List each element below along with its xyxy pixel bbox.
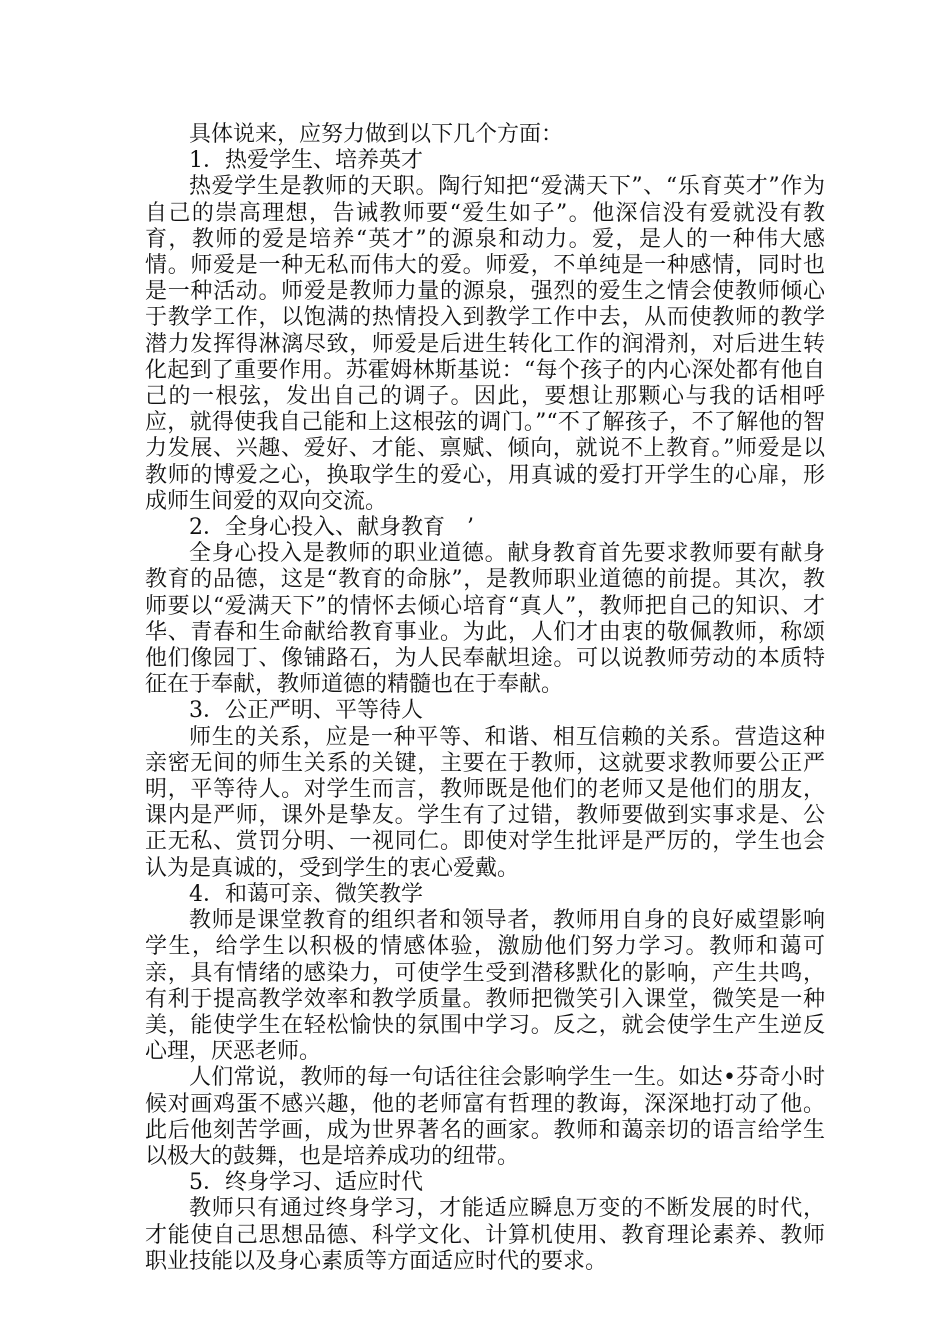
paragraph-kindness: 教师是课堂教育的组织者和领导者，教师用自身的良好威望影响学生，给学生以积极的情感体验，激励他们努力学习。教师和蔼可亲，具有情绪的感染力，可使学生受到潜移默化的影响，产生共鸣，有利于提高教学效率和教学质量。教师把微笑引入课堂，微笑是一种美，能使学生在轻松愉快的氛围中学习。反之，就会使学生产生逆反心理，厌恶老师。 bbox=[145, 908, 825, 1065]
section-heading-1: 1．热爱学生、培养英才 bbox=[189, 148, 423, 174]
section-heading-4: 4．和蔼可亲、微笑教学 bbox=[189, 881, 423, 907]
paragraph-lifelong-learning: 教师只有通过终身学习，才能适应瞬息万变的不断发展的时代，才能使自己思想品德、科学文化、计算机使用、教育理论素养、教师职业技能以及身心素质等方面适应时代的要求。 bbox=[145, 1196, 825, 1274]
document-body bbox=[145, 122, 825, 1275]
section-heading-5: 5．终身学习、适应时代 bbox=[189, 1170, 423, 1196]
paragraph-intro: 具体说来，应努力做到以下几个方面： bbox=[189, 122, 564, 147]
section-heading-3: 3．公正严明、平等待人 bbox=[189, 698, 423, 724]
section-heading-2: 2．全身心投入、献身教育 ’ bbox=[189, 515, 474, 541]
paragraph-love-students: 热爱学生是教师的天职。陶行知把“爱满天下”、“乐育英才”作为自己的崇高理想，告诫教师要“爱生如子”。他深信没有爱就没有教育，教师的爱是培养“英才”的源泉和动力。爱，是人的一种伟大感情。师爱是一种无私而伟大的爱。师爱，不单纯是一种感情，同时也是一种活动。师爱是教师力量的源泉，强烈的爱生之情会使教师倾心于教学工作，以饱满的热情投入到教学工作中去，从而使教师的教学潜力发挥得淋漓尽致，师爱是后进生转化工作的润滑剂，对后进生转化起到了重要作用。苏霍姆林斯基说：“每个孩子的内心深处都有他自己的一根弦，发出自己的调子。因此，要想让那颗心与我的话相呼应，就得使我自己能和上这根弦的调门。”“不了解孩子，不了解他的智力发展、兴趣、爱好、才能、禀赋、倾向，就说不上教育。”师爱是以教师的博爱之心，换取学生的爱心，用真诚的爱打开学生的心扉，形成师生间爱的双向交流。 bbox=[145, 174, 825, 514]
paragraph-fairness: 师生的关系，应是一种平等、和谐、相互信赖的关系。营造这种亲密无间的师生关系的关键，主要在于教师，这就要求教师要公正严明，平等待人。对学生而言，教师既是他们的老师又是他们的朋友，课内是严师，课外是挚友。学生有了过错，教师要做到实事求是、公正无私、赏罚分明、一视同仁。即使对学生批评是严厉的，学生也会认为是真诚的，受到学生的衷心爱戴。 bbox=[145, 724, 825, 881]
paragraph-dedication: 全身心投入是教师的职业道德。献身教育首先要求教师要有献身教育的品德，这是“教育的命脉”，是教师职业道德的前提。其次，教师要以“爱满天下”的情怀去倾心培育“真人”，教师把自己的知识、才华、青春和生命献给教育事业。为此，人们才由衷的敬佩教师，称颂他们像园丁、像铺路石，为人民奉献坦途。可以说教师劳动的本质特征在于奉献，教师道德的精髓也在于奉献。 bbox=[145, 541, 825, 698]
paragraph-davinci-example: 人们常说，教师的每一句话往往会影响学生一生。如达•芬奇小时候对画鸡蛋不感兴趣，他的老师富有哲理的教诲，深深地打动了他。此后他刻苦学画，成为世界著名的画家。教师和蔼亲切的语言给学生以极大的鼓舞，也是培养成功的纽带。 bbox=[145, 1065, 825, 1169]
